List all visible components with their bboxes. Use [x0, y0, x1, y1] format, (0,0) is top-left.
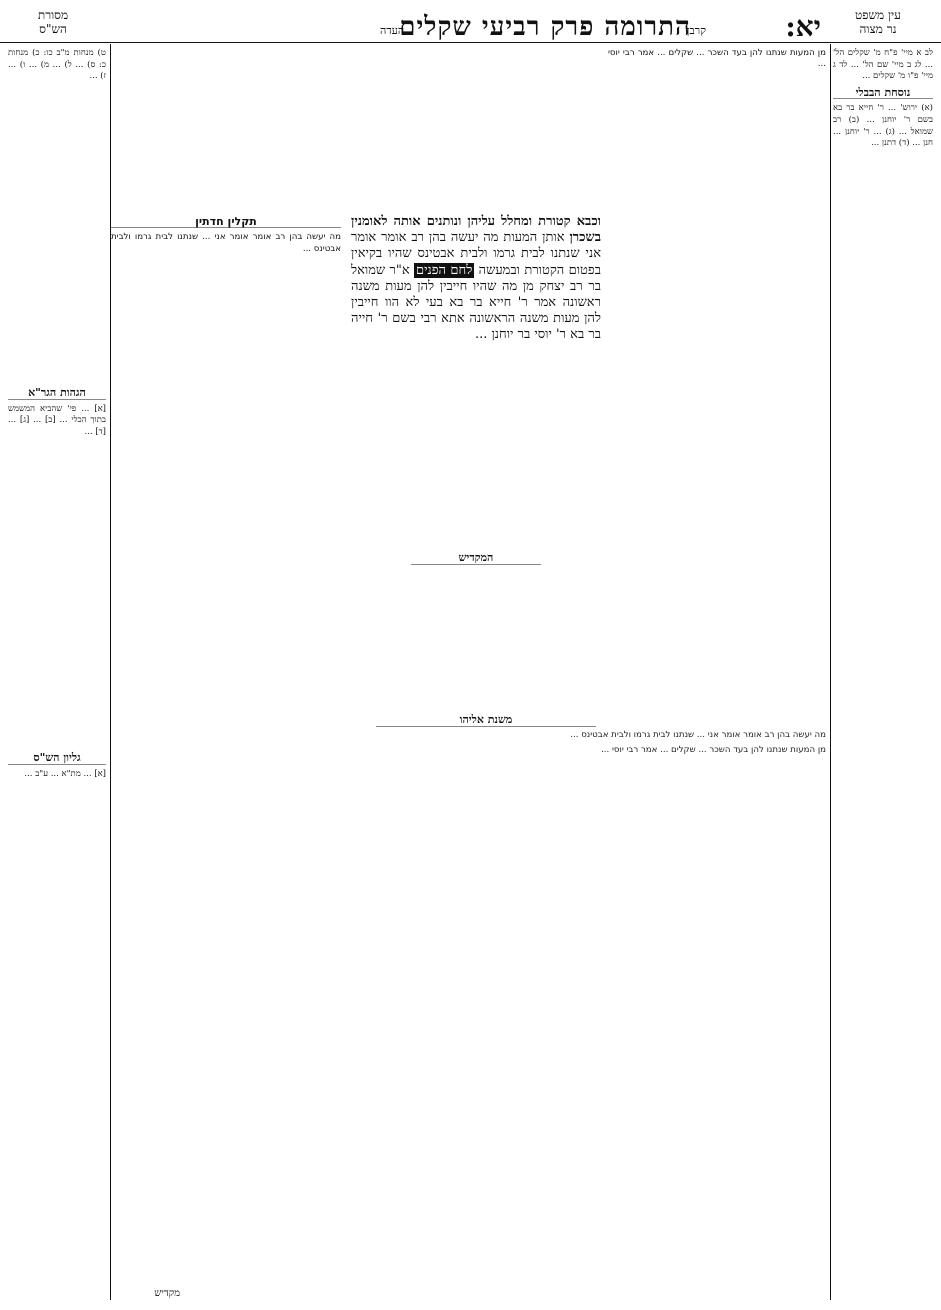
page-header	[0, 8, 941, 43]
gilyon-column: גליון הש"ס [א] ... מת"א ... ע"ב ...	[8, 750, 106, 840]
mesoret-label: מסורת הש"ס	[37, 8, 69, 36]
ein-mishpat-column: לב א מיי' פ"ח מ' שקלים הל' ... לג ב מיי' שם הל' ... לד ג מיי' פ"ו מ' שקלים ... נוסחת הבבלי (א) ירוש' ... ר' חייא בר בא בשם ר' יוחנן ... (ב) רב שמואל ... (ג) ... ר' יוחנן ... חנן ... (ד) דתנן ...	[833, 48, 933, 149]
divider-left	[110, 44, 111, 1300]
mishneh-eliyahu-heading: משנת אליהו	[376, 712, 596, 728]
hamikdash-heading: המקדיש	[411, 550, 541, 566]
nuscha-heading: נוסחת הבבלי	[833, 87, 933, 100]
daf-number: יא:	[785, 10, 821, 43]
page-title: התרומה פרק רביעי שקלים	[399, 12, 691, 42]
lower-commentary: מה יעשה בהן רב אומר אומר אני ... שנתנו לבית גרמו ולבית אבטינס ... מן המעות שנתנו להן בעד השכר ... שקלים ... אמר רבי יוסי ...	[570, 730, 826, 756]
ein-mishpat-label: עין משפט נר מצוה	[855, 8, 901, 36]
highlighted-term: לחם הפנים	[416, 262, 473, 278]
main-text-column: וכבא קטורת ומחלל עליהן ונותנים אותה לאומנין בשכרן אותן המעות מה יעשה בהן רב אומר אומר אני שנתנו לבית גרמו ולבית אבטינס שהיו בקיאין בפטום הקטורת ובמעשה לחם הפנים א"ר שמואל בר רב יצחק מן מה שהיו חייבין להן מעות משנה ראשונה אמר ר' חייא בר בא בעי לא הוו חייבין להן מעות משנה הראשונה אתא רבי בשם ר' חייה בר בא ר' יוסי בר יוחנן ...	[351, 214, 601, 343]
hagahot-column: הגהות הגר"א [א] ... פי' שהביא המשמש בתוך הכלי ... [ב] ... [ג] ... [ד] ...	[8, 386, 106, 437]
mesoret-column: ט) מנחות מ"ב כו: כ) מנחות כ: ס) ... ל) ... מ) ... ו) ... ז) ...	[8, 48, 106, 82]
divider-right	[830, 44, 831, 1300]
korban-haedah-column: מן המעות שנתנו להן בעד השכר ... שקלים ... אמר רבי יוסי ...	[608, 48, 826, 70]
catchword: מקדיש	[154, 1288, 180, 1299]
haedah-label: העדה	[380, 24, 405, 37]
tiklin-column: תקלין חדתין מה יעשה בהן רב אומר אומר אני ... שנתנו לבית גרמו ולבית אבטינס ...	[111, 215, 341, 254]
korban-label: קרבן	[686, 24, 706, 37]
